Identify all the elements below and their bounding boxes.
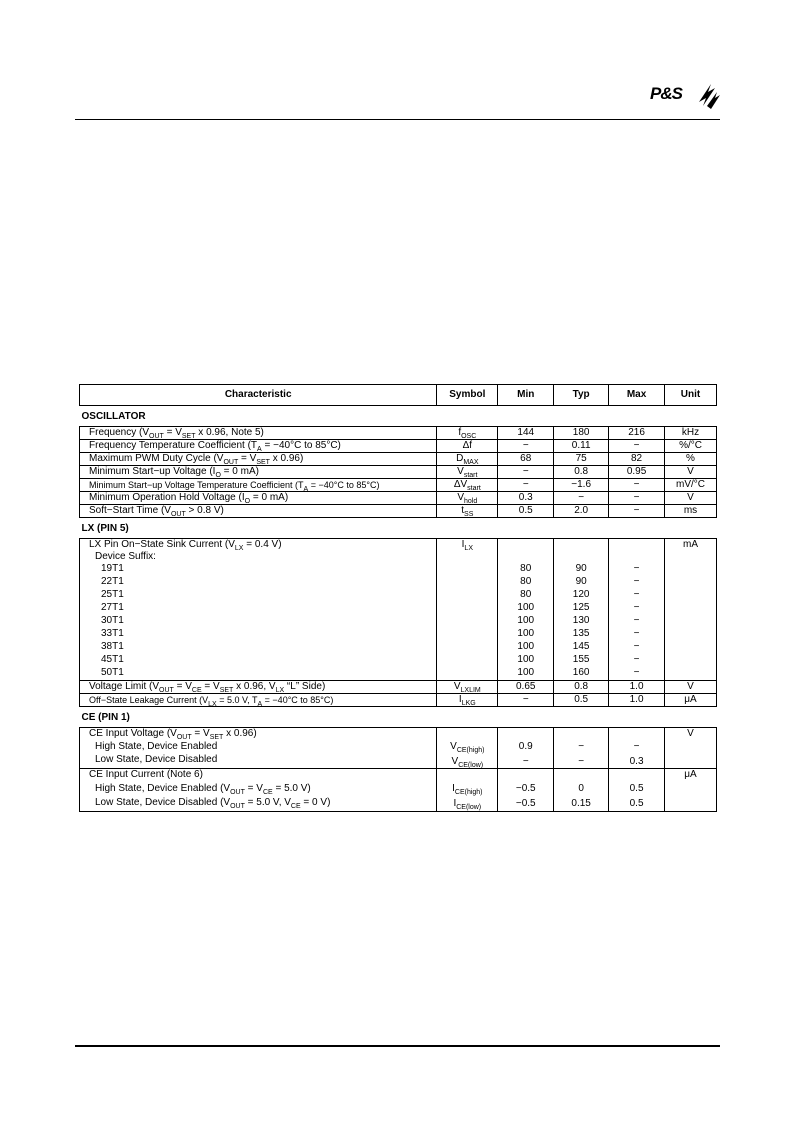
lx-min-value: 100 [517, 667, 535, 678]
lx-min-value: 80 [520, 563, 532, 574]
table-row-lx-sink: LX Pin On−State Sink Current ($V_{LX} = 0.4$ V) Device Suffix: 19T1 22T1 25T1 27T1 30T1 33T1 38T1 45T1 50T1 $I_{LX}$ 80 80 80 100 100 100 100 100 100 90 90 120 125 130 135 145 155 160 − − − − − − − − − mA [80, 539, 717, 681]
table-row-ce-current: CE Input Current (Note 6) High State, Device Enabled ($V_{OUT} = V_{CE} = 5.0$ V) Low State, Device Disabled ($V_{OUT} = 5.0$ V, $V_{CE} = 0$ V) $I_{CE(high)}$ $I_{CE(low)}$ −0.5 −0.5 0 0.15 0.5 0.5 μA [80, 769, 717, 812]
lx-max-value: − [633, 641, 640, 652]
lx-max-value: − [633, 602, 640, 613]
section-title-oscillator: OSCILLATOR [81, 411, 146, 422]
table-row: Maximum PWM Duty Cycle ($V_{OUT} = V_{SET}$ x 0.96) $D_{MAX}$ 68 75 82 % [80, 453, 717, 466]
table-row: Frequency Temperature Coefficient ($T_A = -40^\circ C$ to 85°C) Δf − 0.11 − %/°C [80, 440, 717, 453]
lx-typ-value: 90 [575, 576, 587, 587]
lx-typ-value: 160 [572, 667, 590, 678]
device-suffix-label: Device Suffix: [95, 551, 156, 562]
lx-typ-value: 135 [572, 628, 590, 639]
section-title-ce: CE (PIN 1) [81, 712, 130, 723]
lx-max-value: − [633, 628, 640, 639]
col-header-min: Min [498, 385, 554, 406]
col-header-max: Max [609, 385, 665, 406]
lx-suffixes-value: 30T1 [101, 615, 124, 626]
lx-min-value: 100 [517, 641, 535, 652]
lx-suffixes-value: 38T1 [101, 641, 124, 652]
table-header-row [80, 385, 717, 406]
lx-suffixes-value: 33T1 [101, 628, 124, 639]
col-header-characteristic: Characteristic [80, 385, 437, 406]
lx-min-value: 100 [517, 602, 535, 613]
lx-typ-value: 90 [575, 563, 587, 574]
table-row: Frequency ($V_{OUT} = V_{SET}$ x 0.96, Note 5) $f_{OSC}$ 144 180 216 kHz [80, 427, 717, 440]
col-header-unit: Unit [665, 385, 717, 406]
lx-suffixes-value: 27T1 [101, 602, 124, 613]
lx-suffixes-value: 19T1 [101, 563, 124, 574]
electrical-characteristics-table [79, 384, 717, 812]
company-logo [650, 80, 720, 110]
lx-typ-value: 130 [572, 615, 590, 626]
lx-max-value: − [633, 589, 640, 600]
lx-typ-value: 120 [572, 589, 590, 600]
lx-min-value: 80 [520, 589, 532, 600]
lx-typ-value: 155 [572, 654, 590, 665]
lx-min-value: 80 [520, 576, 532, 587]
table-row-ce-voltage: CE Input Voltage ($V_{OUT} = V_{SET}$ x 0.96) High State, Device Enabled Low State, Device Disabled $V_{CE(high)}$ $V_{CE(low)}$ 0.9 − − − − 0.3 V [80, 728, 717, 769]
lx-suffixes-value: 50T1 [101, 667, 124, 678]
lx-min-value: 100 [517, 628, 535, 639]
lx-max-value: − [633, 667, 640, 678]
table-row: Off−State Leakage Current ($V_{LX} = 5.0$ V, $T_A = -40^\circ C$ to 85°C) $I_{LKG}$ − 0.5 1.0 μA [80, 694, 717, 707]
lx-suffixes-value: 22T1 [101, 576, 124, 587]
lx-max-value: − [633, 615, 640, 626]
header-rule [75, 119, 720, 120]
lx-min-value: 100 [517, 654, 535, 665]
logo-text: P&S [650, 84, 682, 103]
table-row: Voltage Limit ($V_{OUT} = V_{CE} = V_{SET}$ x 0.96, $V_{LX}$ “L” Side) $V_{LXLIM}$ 0.65 0.8 1.0 V [80, 681, 717, 694]
section-title-lx: LX (PIN 5) [81, 523, 129, 534]
logo-arrows-icon [695, 80, 721, 110]
lx-suffixes-value: 45T1 [101, 654, 124, 665]
lx-max-value: − [633, 576, 640, 587]
col-header-typ: Typ [554, 385, 609, 406]
lx-typ-value: 145 [572, 641, 590, 652]
table-row: Minimum Start−up Voltage ($I_O = 0$ mA) $V_{start}$ − 0.8 0.95 V [80, 466, 717, 479]
table-row: Soft−Start Time ($V_{OUT} > 0.8$ V) $t_{SS}$ 0.5 2.0 − ms [80, 505, 717, 518]
lx-typ-value: 125 [572, 602, 590, 613]
table-row: Minimum Operation Hold Voltage ($I_O = 0$ mA) $V_{hold}$ 0.3 − − V [80, 492, 717, 505]
lx-max-value: − [633, 654, 640, 665]
table-row: Minimum Start−up Voltage Temperature Coefficient ($T_A = -40^\circ C$ to 85°C) $\Delta V_{start}$ − −1.6 − mV/°C [80, 479, 717, 492]
footer-rule [75, 1045, 720, 1047]
lx-suffixes-value: 25T1 [101, 589, 124, 600]
lx-max-value: − [633, 563, 640, 574]
lx-min-value: 100 [517, 615, 535, 626]
col-header-symbol: Symbol [437, 385, 498, 406]
